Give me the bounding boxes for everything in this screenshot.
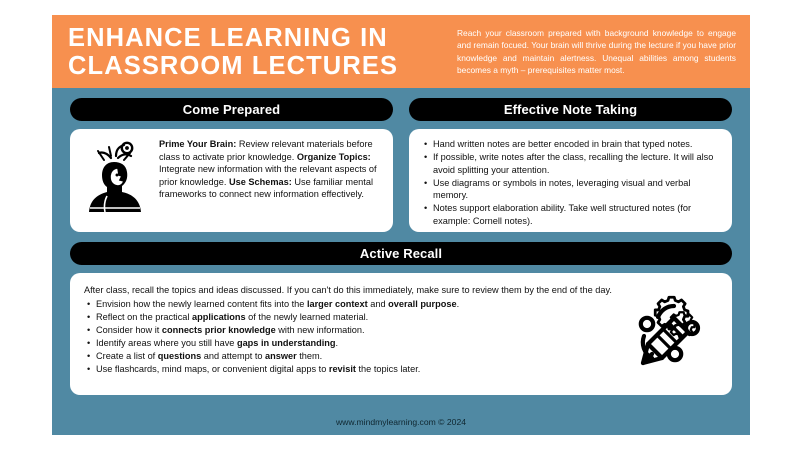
pencil-gears-icon [626,284,718,368]
bullet-bold: larger context [306,298,368,309]
bullet-post: the topics later. [355,364,421,375]
bullet-post: them. [296,350,323,361]
section-come-prepared [70,98,393,232]
bullet-pre: Create a list of [96,350,158,361]
poster-body [52,88,750,395]
come-prepared-item-0-text: Review relevant materials before class to activate prior knowledge. [159,139,373,162]
bullet-bold: applications [192,311,246,322]
header-description-text: Reach your classroom prepared with background knowledge to engage and remain focued. Your brain will thrive during the lecture if you have prior knowledge and maintain alertness. Unequal abilities among students becomes a myth – prerequisites matter most. [457,28,736,75]
list-item [96,298,620,311]
header-band [52,15,750,88]
bullet-mid: and [367,298,389,309]
bullet-bold: connects prior knowledge [161,324,276,335]
come-prepared-item-1-label: Organize Topics: [296,151,371,162]
bullet-pre: Consider how it [96,324,162,335]
list-item: • If possible, write notes after the class, recalling the lecture. It will also avoid splitting your attention. [433,151,722,176]
bullet-mid: and attempt to [201,350,266,361]
bullet-bold: gaps in understanding [236,337,336,348]
section-heading-come-prepared [70,98,393,121]
section-heading-effective-note-taking-label: Effective Note Taking [503,102,638,117]
active-recall-bullet-list [84,298,620,376]
note-taking-bullet-list [421,138,722,228]
list-item [96,337,620,350]
bullet-bold: revisit [328,364,356,375]
active-recall-text [84,284,620,376]
infographic-poster [52,15,750,435]
active-recall-intro: After class, recall the topics and ideas discussed. If you can't do this immediately, make sure to review them by the end of the day. [84,285,612,295]
bullet-pre: Reflect on the practical [96,311,193,322]
section-heading-active-recall-label: Active Recall [359,246,443,261]
section-heading-effective-note-taking [409,98,732,121]
footer [52,408,750,435]
poster-title [52,15,447,88]
bullet-bold-2: overall purpose [388,298,457,309]
person-idea-blooming-head-icon [79,138,151,212]
come-prepared-item-2-text: Use familiar mental frameworks to connect new information effectively. [159,176,373,200]
list-item: • Hand written notes are better encoded in brain that typed notes. [433,138,722,151]
list-item [96,324,620,337]
list-item [96,363,620,376]
poster-title-line-1: ENHANCE LEARNING IN [68,23,388,52]
list-item [96,311,620,324]
bullet-post: of the newly learned material. [245,311,369,322]
bullet-pre: Identify areas where you still have [96,337,237,348]
bullet-pre: Envision how the newly learned content fits into the [96,298,307,309]
section-effective-note-taking [409,98,732,232]
come-prepared-item-1-text: Integrate new information with the relevant aspects of prior knowledge. [159,164,377,187]
header-description [447,15,750,88]
top-columns [70,98,732,232]
poster-title-line-2: CLASSROOM LECTURES [68,51,399,80]
list-item: • Notes support elaboration ability. Take well structured notes (for example: Cornell notes). [433,202,722,227]
come-prepared-item-0-label: Prime Your Brain: [159,139,237,149]
bullet-post: with new information. [275,324,365,335]
come-prepared-item-2-label: Use Schemas: [228,176,292,187]
list-item [96,350,620,363]
section-heading-active-recall [70,242,732,265]
bullet-post: . [335,337,339,348]
list-item: • Use diagrams or symbols in notes, leveraging visual and verbal memory. [433,177,722,202]
card-effective-note-taking [409,129,732,232]
bullet-post: . [456,298,460,309]
card-come-prepared [70,129,393,232]
section-heading-come-prepared-label: Come Prepared [182,102,281,117]
bullet-bold: questions [157,350,202,361]
bullet-pre: Use flashcards, mind maps, or convenient digital apps to [96,364,329,375]
bullet-bold-2: answer [265,350,297,361]
section-active-recall [70,242,732,395]
card-active-recall [70,273,732,395]
come-prepared-text [159,138,382,201]
footer-credit: www.mindmylearning.com © 2024 [335,416,467,427]
